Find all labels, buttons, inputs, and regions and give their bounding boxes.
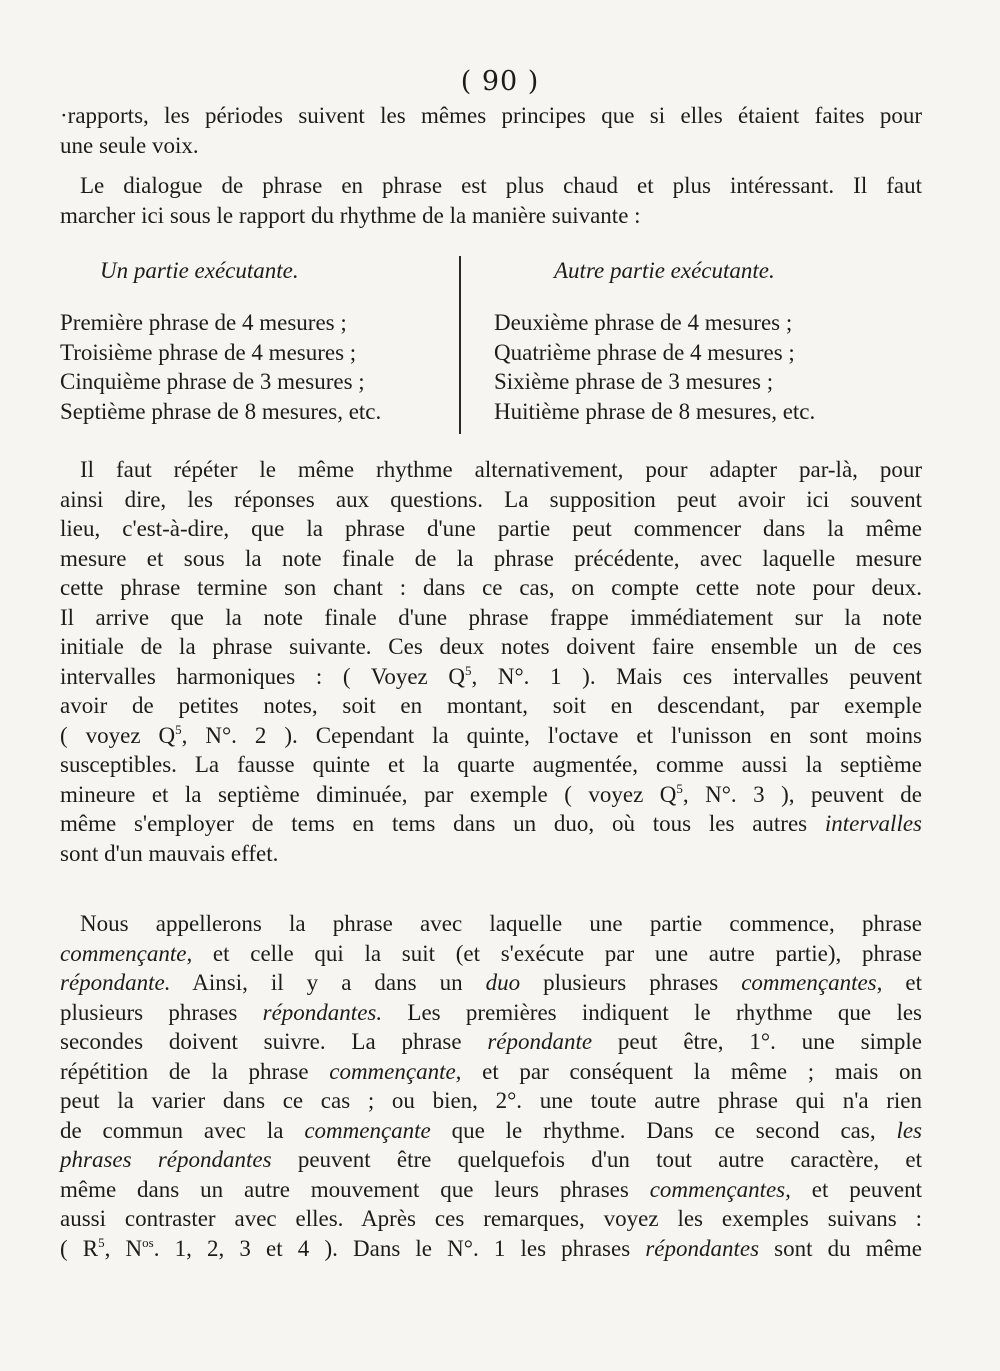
text-line: mineure et la septième diminuée, par exemple ( voyez $Q^5$, N°. 3 ), peuvent de — [60, 780, 923, 807]
right-column-item: Huitième phrase de 8 mesures, etc. — [494, 398, 816, 424]
text-line: répondante. Ainsi, il y a dans un duo plusieurs phrases commençantes, et — [60, 970, 922, 995]
text-line: Le dialogue de phrase en phrase est plus chaud et plus intéressant. Il faut — [80, 173, 922, 198]
text-line: phrases répondantes peuvent être quelquefois d'un tout autre caractère, et — [60, 1147, 922, 1172]
right-column — [494, 256, 914, 426]
left-column-item: Cinquième phrase de 3 mesures ; — [60, 369, 365, 394]
text-line: cette phrase termine son chant : dans ce cas, on compte cette note pour deux. — [60, 575, 922, 600]
text-line: sont d'un mauvais effet. — [60, 840, 279, 866]
paragraph-appel — [60, 909, 922, 1263]
text-line: intervalles harmoniques : ( Voyez $Q^5$, N°. 1 ). Mais ces intervalles peuvent — [60, 662, 922, 689]
phrase-alternation-table — [60, 256, 930, 436]
left-column-item: Première phrase de 4 mesures ; — [60, 310, 347, 335]
page-number: ( 90 ) — [460, 66, 540, 97]
left-column-item: Troisième phrase de 4 mesures ; — [60, 339, 357, 365]
text-line: Nous appellerons la phrase avec laquelle une partie commence, phrase — [80, 911, 922, 936]
text-line: plusieurs phrases répondantes. Les premières indiquent le rhythme que les — [60, 999, 922, 1025]
paragraph-repeat — [60, 455, 922, 868]
text-line: secondes doivent suivre. La phrase répondante peut être, 1°. une simple — [60, 1029, 922, 1054]
text-line: Il arrive que la note finale d'une phrase frappe immédiatement sur la note — [60, 604, 922, 630]
text-line: ainsi dire, les réponses aux questions. La supposition peut avoir ici souvent — [60, 486, 922, 512]
text-line: répétition de la phrase commençante, et par conséquent la même ; mais on — [60, 1058, 922, 1084]
right-column-item: Sixième phrase de 3 mesures ; — [494, 369, 774, 394]
text-line: avoir de petites notes, soit en montant, soit en descendant, par exemple — [60, 693, 922, 718]
right-column-heading: Autre partie exécutante. — [554, 258, 775, 283]
text-line: initiale de la phrase suivante. Ces deux notes doivent faire ensemble un de ces — [60, 634, 922, 659]
right-column-item: Deuxième phrase de 4 mesures ; — [494, 310, 793, 335]
text-line: une seule voix. — [60, 132, 199, 158]
text-line: marcher ici sous le rapport du rhythme de la manière suivante : — [60, 202, 641, 228]
text-line: Il faut répéter le même rhythme alternativement, pour adapter par-là, pour — [80, 457, 922, 482]
text-line: ( voyez $Q^5$, N°. 2 ). Cependant la quinte, l'octave et l'unisson en sont moins — [60, 721, 922, 748]
text-line: ·rapports, les périodes suivent les mêmes principes que si elles étaient faites pour — [60, 103, 922, 128]
text-line: peut la varier dans ce cas ; ou bien, 2°. une toute autre phrase qui n'a rien — [60, 1088, 922, 1113]
text-line: de commun avec la commençante que le rhythme. Dans ce second cas, les — [60, 1117, 922, 1143]
left-column-heading: Un partie exécutante. — [100, 258, 299, 283]
text-line: aussi contraster avec elles. Après ces remarques, voyez les exemples suivans : — [60, 1206, 922, 1231]
paragraph-continuation — [60, 101, 922, 160]
text-line: même s'employer de tems en tems dans un duo, où tous les autres intervalles — [60, 811, 922, 836]
text-line: lieu, c'est-à-dire, que la phrase d'une partie peut commencer dans la même — [60, 516, 922, 541]
left-column-item: Septième phrase de 8 mesures, etc. — [60, 398, 382, 424]
right-column-item: Quatrième phrase de 4 mesures ; — [494, 339, 795, 365]
text-line: même dans un autre mouvement que leurs phrases commençantes, et peuvent — [60, 1176, 923, 1202]
text-line: commençante, et celle qui la suit (et s'exécute par une autre partie), phrase — [60, 940, 922, 966]
text-line: mesure et sous la note finale de la phrase précédente, avec laquelle mesure — [60, 545, 922, 571]
text-line: susceptibles. La fausse quinte et la quarte augmentée, comme aussi la septième — [60, 752, 922, 777]
left-column — [60, 256, 452, 426]
column-divider — [459, 256, 461, 434]
text-line: ( $R^5$, $N^{os}$. 1, 2, 3 et 4 ). Dans le N°. 1 les phrases répondantes sont du même — [60, 1234, 922, 1261]
paragraph-dialogue — [60, 171, 922, 230]
